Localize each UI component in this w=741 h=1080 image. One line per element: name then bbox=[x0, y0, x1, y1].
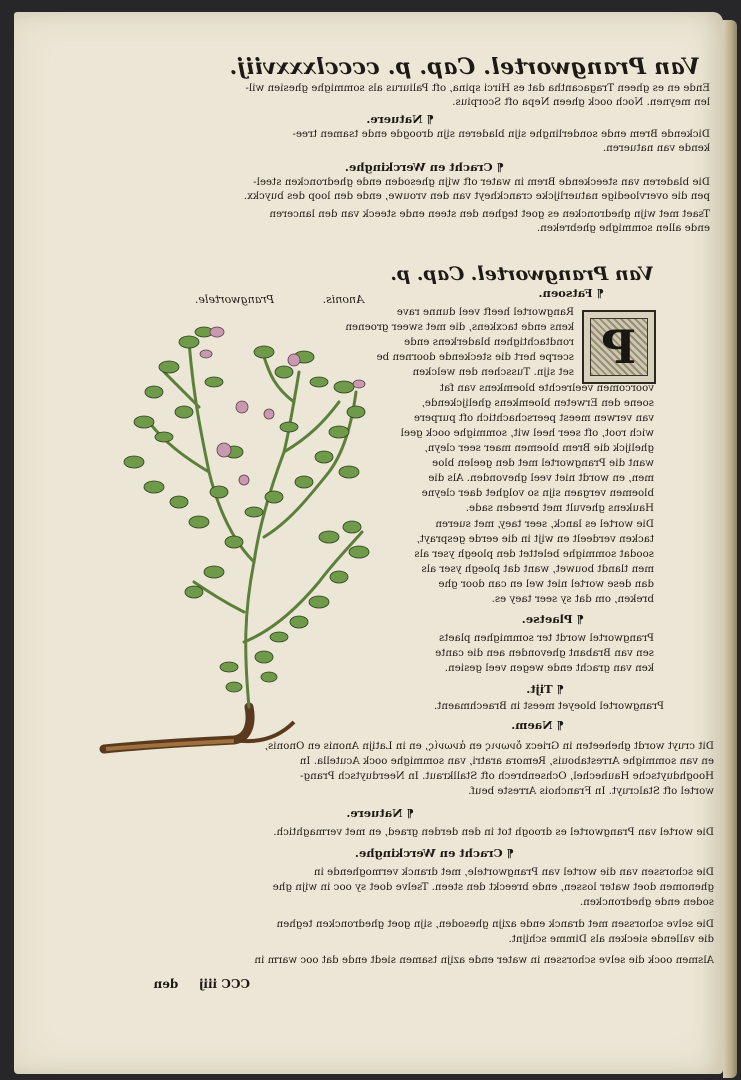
text-line: van verwen meest peerschachtich oft purpere bbox=[413, 413, 654, 424]
text-line: sen van Brabant ghevonden aen die cante bbox=[435, 648, 654, 659]
section-heading: ¶ Tijt. bbox=[526, 682, 564, 696]
pink-flowers bbox=[200, 327, 365, 485]
text-line: wich root, oft seer heel wit, sommighe oock geel bbox=[400, 428, 654, 439]
text-line: ghelijck die Brem bloemen maer seer cleyn, bbox=[424, 443, 654, 454]
text-line: Die wortel es lanck, seer taey, met sueren bbox=[435, 519, 654, 530]
text-line: pen die overvloedige natuerlijcke cranckheyt van den vrouwe, ende den loop des buyckx. bbox=[243, 191, 710, 202]
text-line: Die selve schorssen met dranck ende azijn ghesoden, sijn goet ghedroncken teghen bbox=[276, 919, 714, 930]
text-line: voorcomen veelrechte bloemkens van fat bbox=[439, 383, 654, 394]
text-line: scerpe hert die steckende doornen be bbox=[376, 352, 574, 363]
text-line: Ende en es gheen Tragacantha dat es Hirci spina, oft Paliurus als sommighe ghesien wil- bbox=[245, 83, 710, 94]
text-line: breken, om dat sy seer taey es. bbox=[491, 594, 654, 605]
text-line: kende van natueren. bbox=[602, 143, 710, 154]
text-line: kens ende tacxkens, die met sweer groenen bbox=[345, 322, 574, 333]
running-header: Van Prangwortel. Cap. p. cccclxxxviij. bbox=[229, 54, 700, 80]
text-line: en van sommighe Arrestabouis, Remora aratri, van sommighe oock Acutella. In bbox=[299, 756, 714, 767]
text-line: men, en wordt niet veel ghevonden. Als die bbox=[428, 473, 654, 484]
drop-cap-letter: P bbox=[601, 320, 637, 374]
text-line: Tsaet met wijn ghedroncken es goet teghen den steen ende steeck van den lanceren bbox=[269, 209, 710, 220]
text-line: ken van gracht ende wegen veel gesien. bbox=[444, 663, 654, 674]
text-line: soene den Erweten bloemkens ghelijckende, bbox=[421, 398, 654, 409]
text-line: ghenomen doet water lossen, ende breeckt den steen. Tselve doet sy ooc in wijn ghe bbox=[272, 882, 714, 893]
text-line: Alsmen oock die selve schorssen in water ende azijn tsamen siedt ende dat ooc warm in bbox=[254, 955, 714, 966]
text-line: want die Prangwortel met den geelen bloe bbox=[432, 458, 654, 469]
text-line: Prangwortel wordt ter sommighen plaets bbox=[439, 633, 654, 644]
book-page bbox=[14, 12, 723, 1074]
text-line: bloemen vergaen sijn so volghet daer cleyne bbox=[421, 488, 654, 499]
section-heading: ¶ Naem. bbox=[511, 718, 564, 732]
text-line: wortel oft Stalcruyt. In Franchois Arreste beuf. bbox=[468, 786, 714, 797]
text-line: Dickende Brem ende sonderlinghe sijn bladeren sijn droogde ende tsamen tree- bbox=[292, 129, 710, 140]
text-line: Rangwortel heeft veel dunne rave bbox=[396, 307, 574, 318]
text-line: Prangwortel bloeyet meest in Braechmaent. bbox=[433, 701, 664, 712]
text-line: Die schorssen van die wortel van Prangwortele, met dranck vermoghende in bbox=[313, 867, 714, 878]
caption-dutch: Prangwortele. bbox=[194, 293, 274, 306]
text-line: Hooghduytsche Hauhechel, Ochsenbrech oft Stallkraut. In Neerduytsch Prang- bbox=[300, 771, 714, 782]
drop-cap-initial bbox=[582, 310, 656, 384]
text-line: dan dese wortel niet wel en can door ghe bbox=[438, 579, 654, 590]
text-line: ende allen sommighe ghebreken. bbox=[536, 223, 710, 234]
plant-woodcut-illustration bbox=[94, 312, 374, 772]
section-heading: ¶ Natuere. bbox=[366, 112, 434, 126]
text-line: tacken verdeelt en wijt in die eerde gesprayt, bbox=[416, 534, 654, 545]
text-line: Haukens ghevult met breeden sade. bbox=[465, 503, 654, 514]
text-line: set sijn. Tusschen den welcken bbox=[412, 367, 574, 378]
page-edge bbox=[723, 20, 737, 1078]
text-line: Dit cruyt wordt gheheeten in Griecx ὄνωνις en ἀνωνίς, en in Latijn Anonis en Ononis, bbox=[264, 741, 714, 752]
text-line: soodat sommighe belettet den ploegh yser als bbox=[414, 549, 654, 560]
text-line: die vallende siecken als Dimme schijnt. bbox=[508, 934, 714, 945]
text-line: len meynen. Noch oock gheen Nepa oft Scorpius. bbox=[452, 97, 710, 108]
text-line: rondtachtighen bladerkens ende bbox=[404, 337, 574, 348]
text-line: Die bladeren van steeckende Brem in water oft wijn ghesoden ende ghedroncken steel- bbox=[253, 177, 710, 188]
text-line: men tlandt bouwet, want dat ploegh yser als bbox=[421, 564, 654, 575]
text-line: Die wortel van Prangwortel es droogh tot in den derden graed, en met vermaghtich. bbox=[273, 827, 714, 838]
caption-latin: Anonis. bbox=[322, 293, 364, 306]
section-heading: ¶ Fatsoen. bbox=[538, 286, 604, 300]
section-heading: ¶ Plaetse. bbox=[521, 612, 584, 626]
text-line: soden ende ghedroncken. bbox=[579, 897, 714, 908]
signature-mark: CCC iiij den bbox=[153, 977, 250, 991]
section-heading: ¶ Cracht en Werckinghe. bbox=[344, 160, 504, 174]
chapter-title: Van Prangwortel. Cap. p. bbox=[390, 263, 654, 285]
section-heading: ¶ Natuere. bbox=[346, 806, 414, 820]
section-heading: ¶ Cracht en Werckinghe. bbox=[354, 846, 514, 860]
